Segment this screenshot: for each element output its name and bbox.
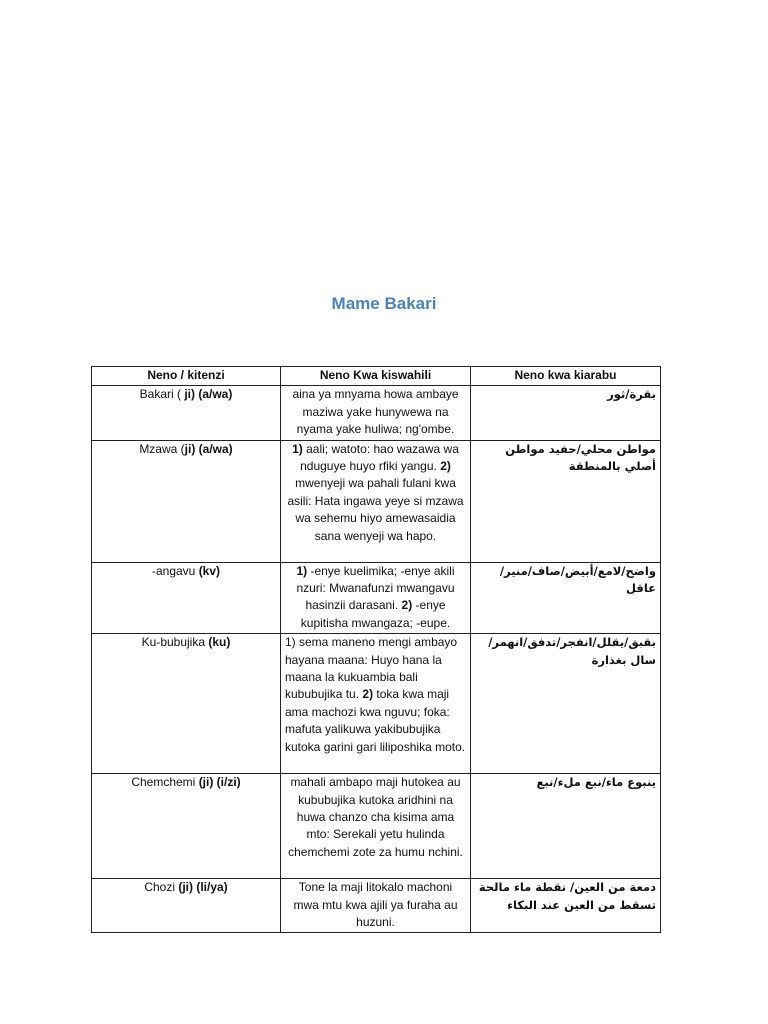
word-class: ji) (a/wa)	[184, 441, 233, 456]
definition-text: toka kwa maji ama machozi kwa nguvu; foka: mafuta yalikuwa yakibubujika kutoka garini gari liliposhika moto.	[285, 687, 466, 754]
definition-text: aali; watoto: hao wazawa wa nduguye huyo rfiki yangu.	[300, 441, 459, 474]
header-swahili-definition: Neno Kwa kiswahili	[281, 367, 471, 386]
arabic-cell: دمعة من العين/ نقطة ماء مالحة تسقط من العين عند البكاء	[471, 879, 661, 933]
sense-number: 1)	[292, 441, 303, 456]
sense-number: 2)	[401, 598, 413, 613]
word: -angavu	[151, 563, 196, 578]
arabic-cell: مواطن محلي/حفيد مواطن أصلي بالمنطقة	[471, 440, 661, 562]
definition-text: mwenyeji wa pahali fulani kwa asili: Hata ingawa yeye si mzawa wa sehemu hiyo amewasaidia sana wenyeji wa hapo.	[287, 476, 464, 543]
word: Chozi	[144, 880, 175, 895]
word-class: ji) (a/wa)	[184, 387, 233, 402]
definition-text: Tone la maji litokalo machoni mwa mtu kwa ajili ya furaha au huzuni.	[293, 880, 458, 930]
word-cell	[92, 562, 281, 634]
word-cell	[92, 440, 281, 562]
table-header-row	[92, 367, 661, 386]
word-cell	[92, 386, 281, 440]
word: Ku-bubujika	[141, 635, 206, 650]
arabic-cell: بقبق/يقلل/انفجر/تدفق/انهمر/سال بغذارة	[471, 634, 661, 774]
word-cell	[92, 774, 281, 879]
definition-cell	[281, 774, 471, 879]
definition-text: -enye kuelimika; -enye akili nzuri: Mwanafunzi mwangavu hasinzii darasani.	[296, 563, 455, 613]
word-class: (ji) (li/ya)	[178, 880, 228, 895]
word: Chemchemi	[131, 775, 196, 790]
vocabulary-table	[91, 366, 661, 933]
table-row	[92, 879, 661, 933]
word-cell	[92, 879, 281, 933]
table-row	[92, 386, 661, 440]
table-row	[92, 634, 661, 774]
table-row	[92, 774, 661, 879]
definition-cell	[281, 634, 471, 774]
word-class: (ji) (i/zi)	[198, 775, 241, 790]
arabic-cell: بقرة/ثور	[471, 386, 661, 440]
definition-text: aina ya mnyama howa ambaye maziwa yake hunywewa na nyama yake huliwa; ng'ombe.	[292, 387, 459, 437]
word-cell	[92, 634, 281, 774]
definition-cell	[281, 386, 471, 440]
arabic-cell: ينبوع ماء/نبع ملء/نبع	[471, 774, 661, 879]
sense-number: 1)	[296, 563, 308, 578]
table-row	[92, 562, 661, 634]
definition-cell	[281, 562, 471, 634]
header-word: Neno / kitenzi	[92, 367, 281, 386]
definition-text: mahali ambapo maji hutokea au kububujika kutoka aridhini na huwa chanzo cha kisima ama mto: Serekali yetu hulinda chemchemi zote za humu nchini.	[288, 775, 463, 859]
word: Mzawa (	[139, 441, 185, 456]
word-class: (kv)	[198, 563, 221, 578]
arabic-cell: واضح/لامع/أبيض/صاف/منير/عاقل	[471, 562, 661, 634]
definition-text: -enye kupitisha mwangaza; -eupe.	[300, 598, 451, 630]
header-arabic-translation: Neno kwa kiarabu	[471, 367, 661, 386]
table-row	[92, 440, 661, 562]
definition-cell	[281, 879, 471, 933]
definition-text: 1) sema maneno mengi ambayo hayana maana: Huyo hana la maana la kukuambia bali kububujika tu.	[285, 635, 458, 702]
word: Bakari (	[139, 387, 181, 402]
sense-number: 2)	[440, 459, 451, 474]
definition-cell	[281, 440, 471, 562]
word-class: (ku)	[208, 635, 231, 650]
document-title: Mame Bakari	[331, 294, 437, 313]
sense-number: 2)	[362, 687, 374, 702]
